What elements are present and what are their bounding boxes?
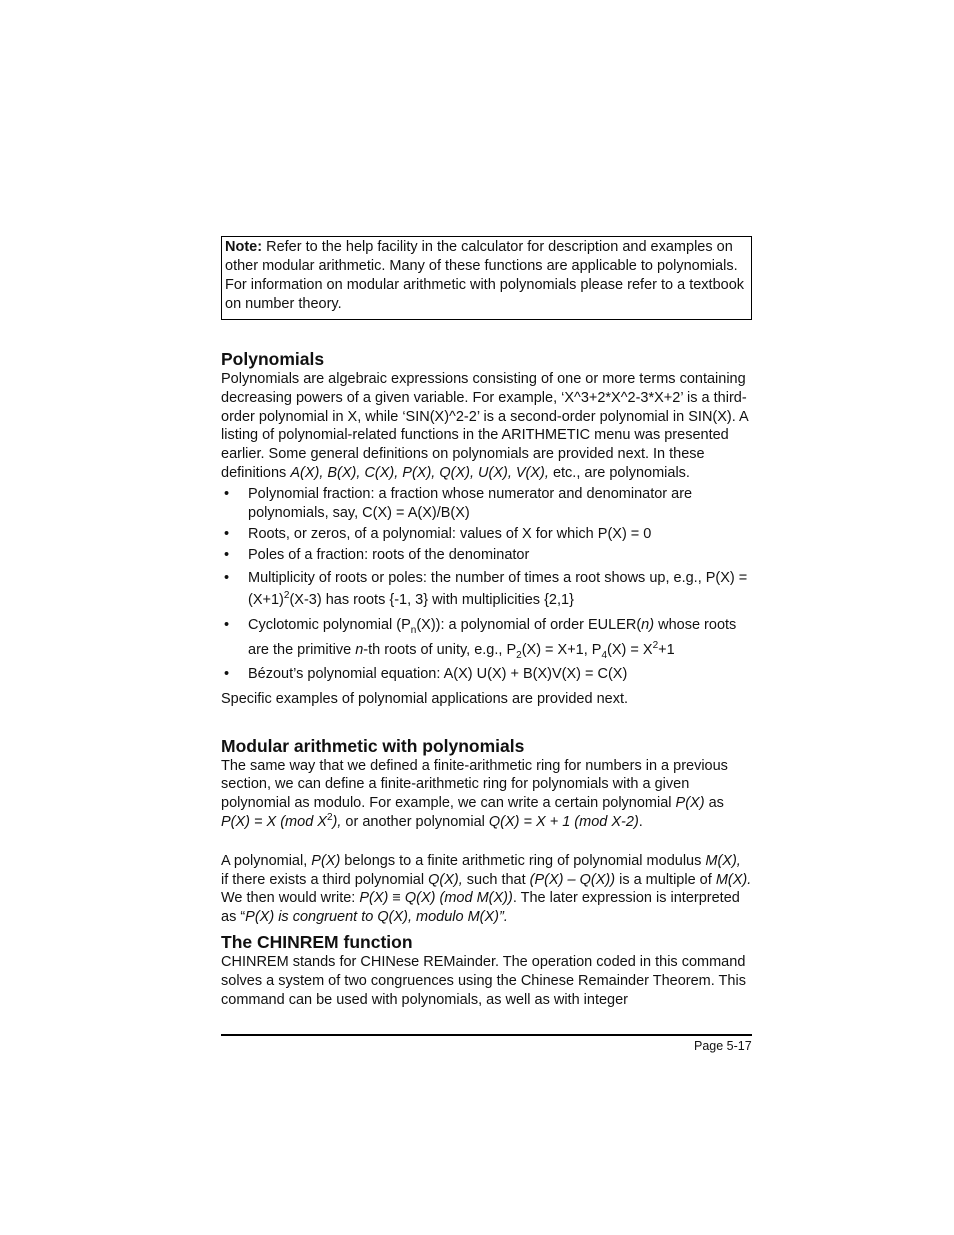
modular-paragraph-2: A polynomial, P(X) belongs to a finite arithmetic ring of polynomial modulus M(X), if there exists a third polynomial Q(X), such that (P(X) – Q(X)) is a multiple of M(X). We then would write: P(X) ≡ Q(X) (mod M(X)). The later expression is interpreted as “P(X) is congruent to Q(X), modulo M(X)”. (221, 852, 752, 926)
list-item: • Polynomial fraction: a fraction whose numerator and denominator are polynomials, say, C(X) = A(X)/B(X) (224, 485, 693, 521)
polynomials-intro: Polynomials are algebraic expressions consisting of one or more terms containing decreasing powers of a given variable. For example, ‘X^3+2*X^2-3*X+2’ is a third-order polynomial in X, while ‘SIN(X)^2-2’ is a second-order polynomial in SIN(X). A listing of polynomial-related functions in the ARITHMETIC menu was presented earlier. Some general definitions on polynomials are provided next. In these definitions A(X), B(X), C(X), P(X), Q(X), U(X), V(X), etc., are polynomials. (221, 371, 748, 481)
list-item: • Poles of a fraction: roots of the denominator (224, 546, 530, 563)
list-item: • Cyclotomic polynomial $(P_n(X))$: a polynomial of order EULER(n) whose roots are the primitive n-th roots of unity, e.g., $P_2(X) = X+1$, $P_4(X) = X^2+1$ (224, 616, 737, 661)
list-item: • Bézout’s polynomial equation: A(X) U(X) + B(X)V(X) = C(X) (224, 665, 628, 682)
heading-polynomials: Polynomials (221, 349, 325, 369)
modular-paragraph-1: The same way that we defined a finite-arithmetic ring for numbers in a previous section, we can define a finite-arithmetic ring for polynomials with a given polynomial as modulo. For example, we can write a certain polynomial P(X) as P(X) = X (mod $X^2$), or another polynomial Q(X) = X + 1 (mod X-2). (221, 757, 728, 830)
page-content (221, 236, 752, 1009)
heading-modular-arithmetic: Modular arithmetic with polynomials (221, 735, 525, 756)
page-number: Page 5-17 (694, 1039, 752, 1053)
note-box (221, 236, 752, 320)
polynomials-closing: Specific examples of polynomial applications are provided next. (221, 690, 629, 707)
list-item: • Roots, or zeros, of a polynomial: values of X for which P(X) = 0 (224, 525, 652, 542)
heading-chinrem: The CHINREM function (221, 931, 413, 952)
polynomial-definitions-list (221, 485, 752, 684)
note-label: Note: (225, 239, 263, 255)
chinrem-paragraph: CHINREM stands for CHINese REMainder. The operation coded in this command solves a system of two congruences using the Chinese Remainder Theorem. This command can be used with polynomials, as well as with integer (221, 953, 746, 1008)
list-item: • Multiplicity of roots or poles: the number of times a root shows up, e.g., $P(X) = (X+1)^2(X-3)$ has roots {-1, 3} with multiplicities {2,1} (224, 569, 748, 608)
note-text: Refer to the help facility in the calculator for description and examples on other modular arithmetic. Many of these functions are applicable to polynomials. For information on modular arithmetic with polynomials please refer to a textbook on number theory. (225, 239, 745, 312)
footer-rule (221, 1034, 752, 1036)
